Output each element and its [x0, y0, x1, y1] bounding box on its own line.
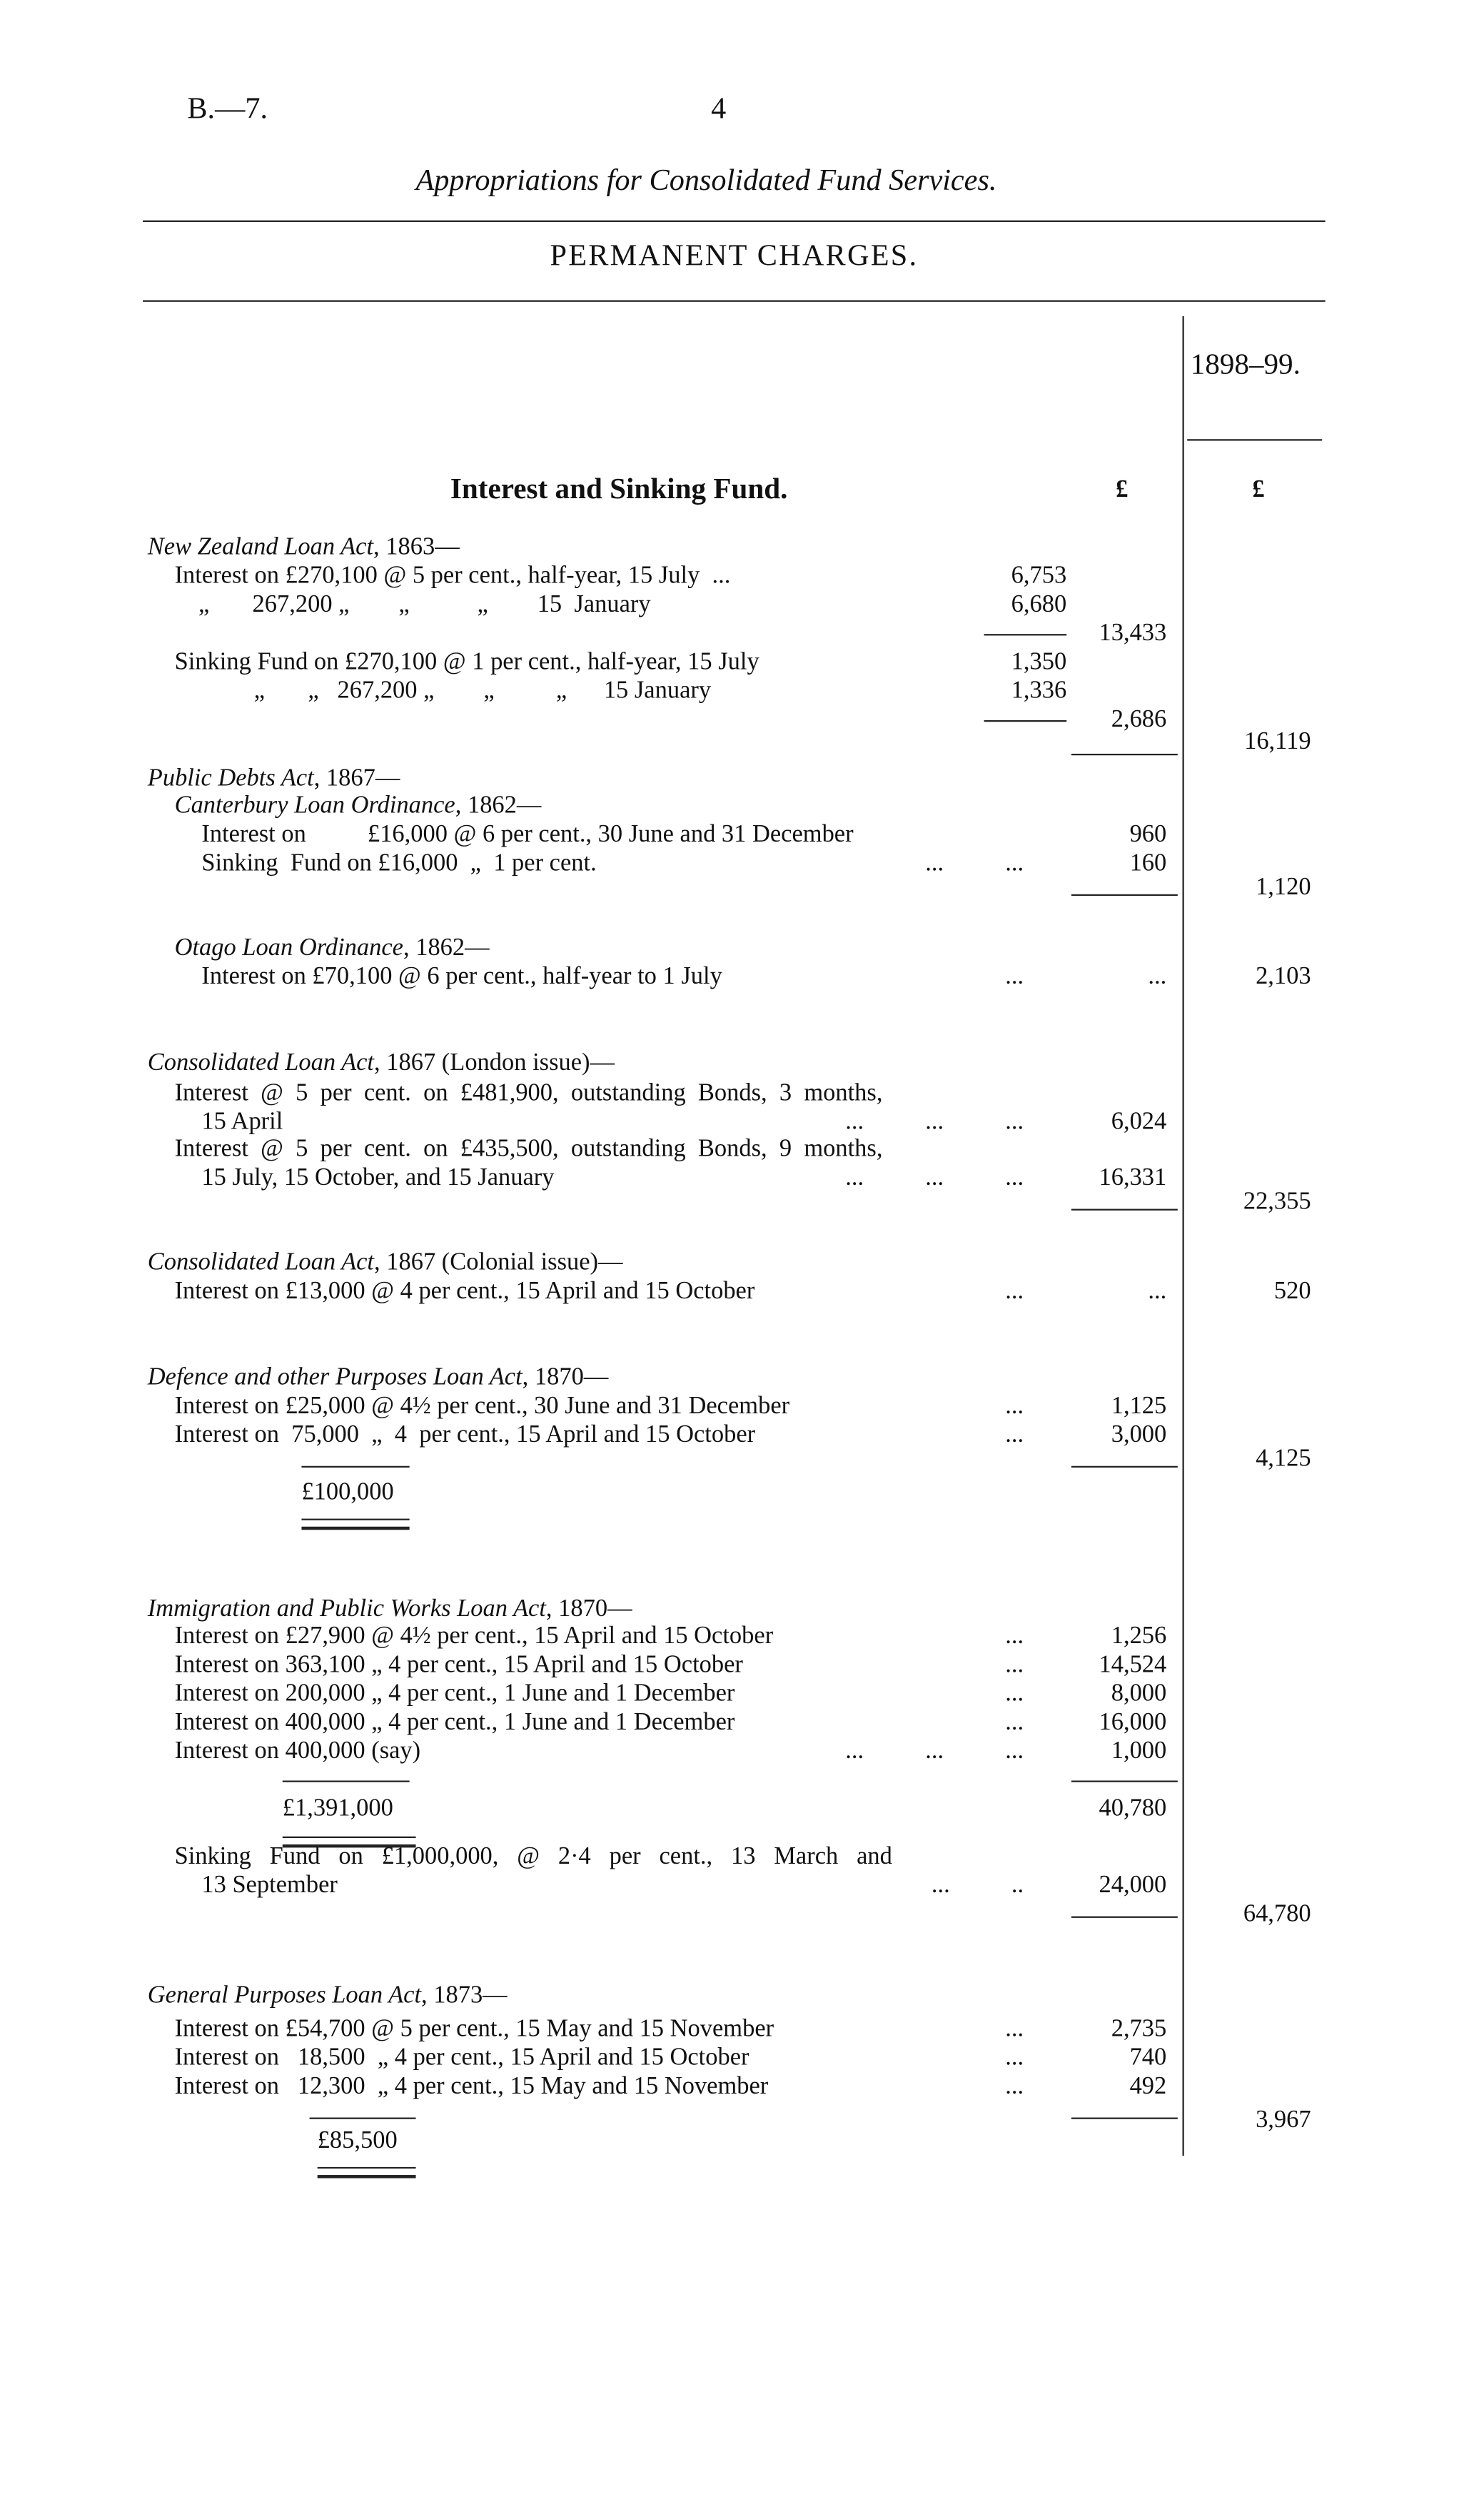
document-reference: B.—7. — [187, 92, 268, 126]
subtotal-rule — [984, 634, 1067, 636]
line-text: Interest on 363,100 „ 4 per cent., 15 April and 15 October — [174, 1651, 743, 1679]
line-item — [175, 2015, 774, 2044]
line-text: , 1867 (Colonial issue)— — [374, 1248, 623, 1276]
line-item — [175, 1651, 743, 1680]
line-item — [198, 591, 651, 620]
subtotal-rule — [1071, 894, 1178, 897]
line-text: Interest on 18,500 „ 4 per cent., 15 April and 15 October — [174, 2044, 749, 2071]
act-heading — [148, 1982, 508, 2010]
amount-c2: 492 — [1129, 2072, 1167, 2100]
page-title: Appropriations for Consolidated Fund Services. — [415, 164, 997, 198]
divider — [143, 221, 1326, 223]
line-text: 15 April — [201, 1108, 283, 1136]
line-text: Interest on 400,000 „ 4 per cent., 1 June and 1 December — [174, 1708, 735, 1736]
leader-dots: ... — [1005, 1622, 1024, 1650]
line-text: Interest on 12,300 „ 4 per cent., 15 May and 15 November — [174, 2072, 769, 2100]
act-heading — [148, 1049, 615, 1078]
amount-c2: 16,000 — [1099, 1708, 1167, 1736]
line-text: „ „ 267,200 „ „ „ 15 January — [253, 677, 712, 705]
leader-dots: ... — [1005, 2044, 1024, 2071]
leader-dots: ... — [1005, 1421, 1024, 1449]
line-item — [175, 1680, 735, 1709]
act-heading — [148, 533, 460, 562]
amount-c3: 3,967 — [1256, 2106, 1311, 2134]
leader-dots: ... — [1005, 1392, 1024, 1420]
line-text: Interest on 400,000 (say) — [174, 1737, 421, 1765]
leader-dots: ... — [1005, 963, 1024, 991]
section-heading: PERMANENT CHARGES. — [550, 239, 919, 273]
line-item — [201, 821, 853, 849]
amount-c3: 4,125 — [1256, 1445, 1311, 1473]
line-text: , 1863— — [373, 533, 460, 561]
line-item — [175, 2044, 749, 2073]
line-text: , 1862— — [455, 792, 542, 819]
amount-c2: 960 — [1129, 820, 1167, 848]
line-item — [301, 1479, 393, 1508]
subtotal-rule — [1071, 1780, 1178, 1782]
leader-dots: ... ... ... — [845, 1163, 1024, 1191]
line-item — [201, 963, 722, 991]
act-name: Public Debts Act — [147, 764, 314, 792]
amount-c2: 2,686 — [1111, 705, 1167, 733]
line-text: Interest @ 5 per cent. on £481,900, outstanding Bonds, 3 months, — [174, 1079, 883, 1107]
amount-c2: 1,125 — [1111, 1392, 1167, 1420]
line-item — [175, 1421, 756, 1450]
act-heading — [148, 1248, 623, 1277]
subtotal-rule — [301, 1466, 409, 1468]
amount-c2: 8,000 — [1111, 1680, 1167, 1707]
subtotal-rule — [310, 2118, 416, 2120]
amount-c1: 6,753 — [1011, 562, 1067, 590]
act-name: Canterbury Loan Ordinance — [174, 792, 455, 819]
line-text: £1,391,000 — [282, 1794, 393, 1822]
line-text: Sinking Fund on £1,000,000, @ 2·4 per cent., 13 March and — [174, 1842, 892, 1870]
line-text: £85,500 — [317, 2126, 398, 2154]
amount-c2: ... — [1148, 963, 1167, 991]
act-heading — [148, 1364, 609, 1393]
amount-c2: 1,256 — [1111, 1622, 1167, 1650]
leader-dots: ... ... ... — [845, 1108, 1024, 1136]
amount-c2: 740 — [1129, 2044, 1167, 2071]
line-item — [175, 648, 759, 677]
act-name: New Zealand Loan Act — [147, 533, 374, 561]
amount-c2: 2,735 — [1111, 2015, 1167, 2043]
leader-dots: ... ... ... — [845, 1737, 1024, 1765]
line-item — [318, 2127, 398, 2156]
line-text: , 1870— — [522, 1363, 609, 1391]
subtotal-rule — [1071, 1917, 1178, 1919]
line-text: Interest on £70,100 @ 6 per cent., half-year to 1 July — [201, 963, 722, 991]
amount-c2: 16,331 — [1099, 1163, 1167, 1191]
page-number: 4 — [711, 92, 727, 126]
line-text: £100,000 — [301, 1478, 394, 1506]
line-item — [175, 1393, 790, 1421]
line-item — [201, 1109, 283, 1137]
total-double-rule — [318, 2167, 416, 2179]
amount-c3: 2,103 — [1256, 963, 1311, 991]
line-item — [254, 677, 711, 706]
total-double-rule — [283, 1837, 416, 1848]
line-text: Interest on £54,700 @ 5 per cent., 15 May and 15 November — [174, 2015, 774, 2043]
amount-c3: 22,355 — [1243, 1188, 1311, 1216]
leader-dots: ... — [1005, 1708, 1024, 1736]
subtotal-rule — [1071, 2118, 1178, 2120]
leader-dots: ... — [1005, 1651, 1024, 1679]
line-item — [201, 1872, 337, 1900]
divider — [143, 301, 1326, 303]
amount-c2: 1,000 — [1111, 1737, 1167, 1765]
leader-dots: ... — [1005, 2015, 1024, 2043]
amount-c3: 1,120 — [1256, 873, 1311, 901]
line-text: Interest @ 5 per cent. on £435,500, outstanding Bonds, 9 months, — [174, 1135, 883, 1163]
line-item — [175, 1136, 883, 1164]
line-item — [175, 1737, 421, 1766]
amount-c3: 64,780 — [1243, 1900, 1311, 1928]
line-item — [175, 1709, 735, 1737]
line-item — [175, 1622, 774, 1651]
line-text: , 1870— — [545, 1595, 632, 1622]
amount-c2: 160 — [1129, 849, 1167, 877]
currency-symbol: £ — [1116, 475, 1129, 503]
amount-c3: 520 — [1273, 1277, 1311, 1305]
line-item — [175, 562, 731, 590]
line-item — [201, 849, 596, 878]
line-text: Interest on 75,000 „ 4 per cent., 15 April and 15 October — [174, 1421, 756, 1449]
line-text: , 1873— — [421, 1982, 508, 2009]
line-item — [201, 1164, 554, 1193]
line-item — [175, 1079, 883, 1108]
subtotal-rule — [1071, 754, 1178, 756]
amount-c2: ... — [1148, 1277, 1167, 1305]
act-name: Otago Loan Ordinance — [174, 934, 403, 961]
subtotal-rule — [283, 1780, 410, 1782]
section-title: Interest and Sinking Fund. — [450, 474, 788, 507]
amount-c2: 24,000 — [1099, 1871, 1167, 1899]
line-text: , 1867— — [313, 764, 400, 792]
line-item — [283, 1795, 393, 1824]
line-text: Interest on £13,000 @ 4 per cent., 15 April and 15 October — [174, 1277, 755, 1305]
act-name: Defence and other Purposes Loan Act — [147, 1363, 523, 1391]
amount-c3: 16,119 — [1244, 728, 1311, 756]
year-column-header: 1898–99. — [1190, 349, 1301, 382]
line-text: 13 September — [201, 1871, 338, 1899]
line-text: , 1867 (London issue)— — [374, 1049, 615, 1076]
leader-dots: ... — [1005, 1680, 1024, 1707]
act-heading — [175, 934, 490, 963]
act-name: Consolidated Loan Act — [147, 1248, 375, 1276]
subtotal-rule — [1071, 1209, 1178, 1211]
line-text: Sinking Fund on £16,000 „ 1 per cent. — [201, 849, 597, 877]
amount-c2: 14,524 — [1099, 1651, 1167, 1679]
line-item — [175, 1278, 755, 1306]
line-text: Sinking Fund on £270,100 @ 1 per cent., half-year, 15 July — [174, 648, 759, 676]
subtotal-rule — [984, 720, 1067, 722]
line-text: Interest on £27,900 @ 4½ per cent., 15 April and 15 October — [174, 1622, 774, 1650]
amount-c1: 1,336 — [1011, 677, 1067, 705]
amount-c2: 40,780 — [1099, 1794, 1167, 1822]
amount-c1: 1,350 — [1011, 648, 1067, 676]
divider — [1187, 439, 1322, 441]
line-text: Interest on £25,000 @ 4½ per cent., 30 June and 31 December — [174, 1392, 790, 1420]
act-heading — [148, 765, 400, 794]
line-text: Interest on 200,000 „ 4 per cent., 1 June and 1 December — [174, 1680, 735, 1707]
line-text: „ 267,200 „ „ „ 15 January — [198, 590, 651, 618]
leader-dots: ... — [1005, 1277, 1024, 1305]
act-name: Immigration and Public Works Loan Act — [147, 1595, 546, 1622]
line-text: 15 July, 15 October, and 15 January — [201, 1163, 555, 1191]
line-text: Interest on £270,100 @ 5 per cent., half-year, 15 July ... — [174, 562, 731, 590]
leader-dots: ... — [1005, 2072, 1024, 2100]
act-heading — [175, 792, 542, 821]
act-heading — [148, 1595, 632, 1624]
amount-c2: 13,433 — [1099, 620, 1167, 647]
line-item — [175, 2073, 769, 2101]
column-divider — [1183, 316, 1185, 2156]
total-double-rule — [301, 1519, 409, 1530]
subtotal-rule — [1071, 1466, 1178, 1468]
act-name: Consolidated Loan Act — [147, 1049, 375, 1076]
line-text: , 1862— — [403, 934, 490, 961]
amount-c2: 6,024 — [1111, 1108, 1167, 1136]
act-name: General Purposes Loan Act — [147, 1982, 422, 2009]
amount-c1: 6,680 — [1011, 590, 1067, 618]
amount-c2: 3,000 — [1111, 1421, 1167, 1449]
line-text: Interest on £16,000 @ 6 per cent., 30 June and 31 December — [201, 820, 854, 848]
currency-symbol: £ — [1252, 475, 1265, 503]
leader-dots: ... ... — [925, 849, 1024, 877]
leader-dots: ... .. — [931, 1871, 1024, 1899]
